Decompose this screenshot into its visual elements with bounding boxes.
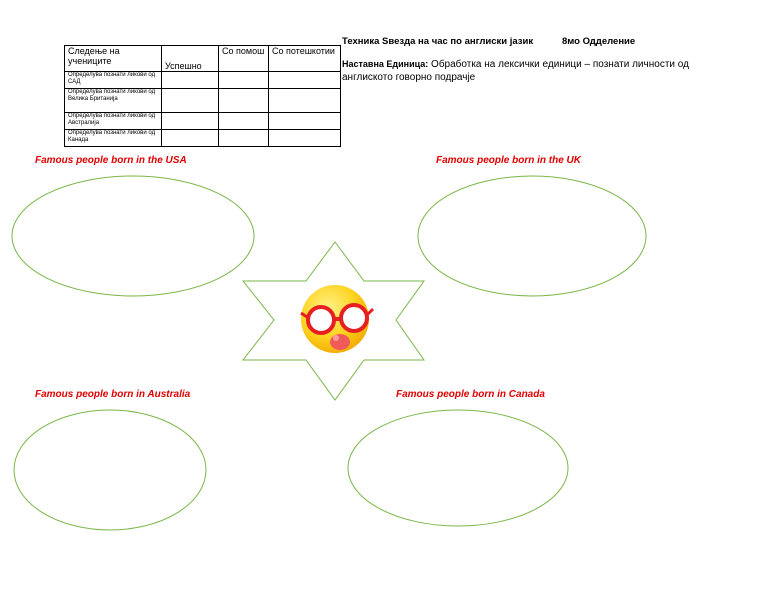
- ellipse-australia: [14, 410, 206, 530]
- table-header-with-difficulty: Со потешкотии: [269, 46, 341, 72]
- label-uk: Famous people born in the UK: [436, 155, 582, 166]
- technique-text: Техника Ѕвезда на час по англиски јазик: [342, 36, 534, 47]
- table-row-uk: Определува познати ликови од Велика Британија: [65, 89, 162, 113]
- table-row-canada: Определува познати ликови од Канада: [65, 130, 162, 147]
- ellipse-uk: [418, 176, 646, 296]
- ellipse-canada: [348, 410, 568, 526]
- table-header-successful: Успешно: [162, 46, 219, 72]
- table-header-with-help: Со помош: [219, 46, 269, 72]
- unit-label: Наставна Единица:: [342, 59, 429, 69]
- table-row-australia: Определува познати ликови од Австралија: [65, 113, 162, 130]
- table-row-usa: Определува познати ликови од САД: [65, 72, 162, 89]
- label-usa: Famous people born in the USA: [35, 155, 187, 166]
- ellipse-usa: [12, 176, 254, 296]
- label-canada: Famous people born in Canada: [396, 389, 545, 400]
- grade-text: 8мо Одделение: [562, 36, 636, 47]
- table-header-tracking: Следење на учениците: [65, 46, 162, 72]
- unit-text: Обработка на лексички единици – познати личности од англиското говорно подрачје: [342, 59, 689, 83]
- label-australia: Famous people born in Australia: [35, 389, 191, 400]
- emoji-with-glasses-icon: [301, 285, 373, 353]
